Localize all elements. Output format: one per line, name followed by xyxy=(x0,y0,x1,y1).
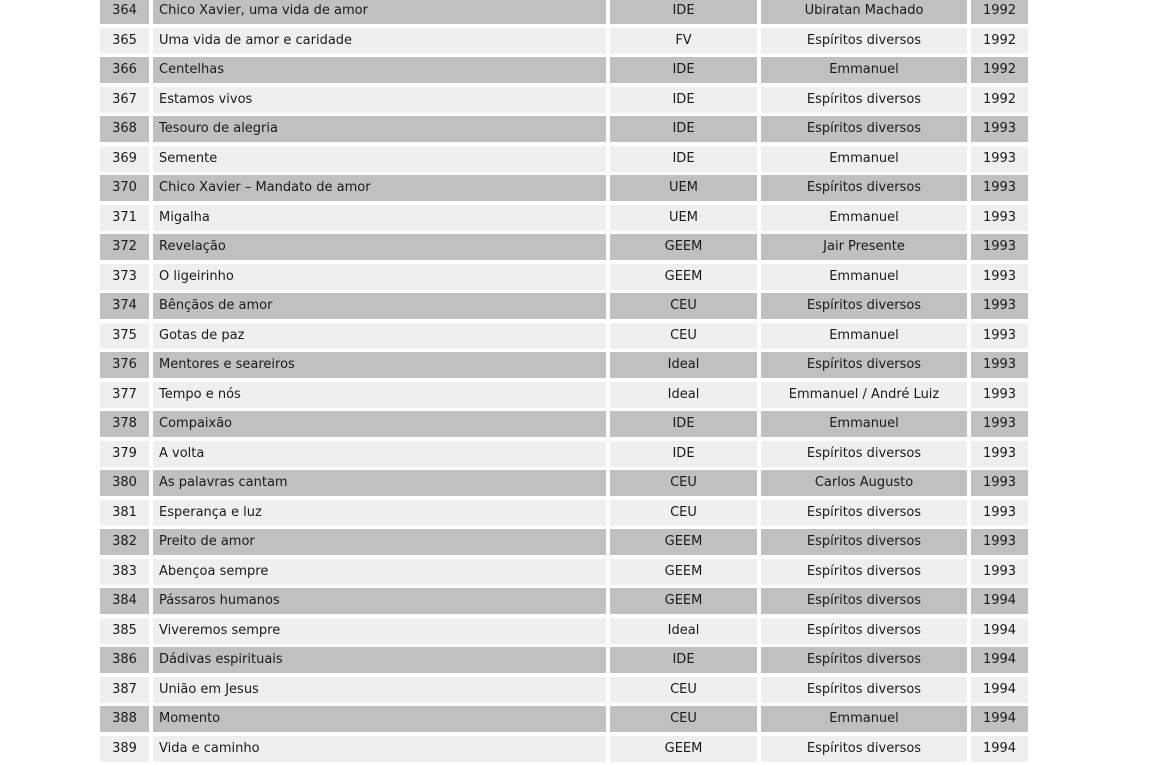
author: Emmanuel / André Luiz xyxy=(761,382,967,408)
table-row xyxy=(100,234,1028,260)
row-number: 382 xyxy=(100,529,149,555)
table-row xyxy=(100,441,1028,467)
year: 1992 xyxy=(971,28,1028,54)
table-row xyxy=(100,293,1028,319)
year: 1993 xyxy=(971,441,1028,467)
year: 1993 xyxy=(971,352,1028,378)
book-title: Vida e caminho xyxy=(153,736,606,762)
author: Espíritos diversos xyxy=(761,736,967,762)
book-title: A volta xyxy=(153,441,606,467)
row-number: 372 xyxy=(100,234,149,260)
table-row xyxy=(100,588,1028,614)
book-title: Estamos vivos xyxy=(153,87,606,113)
publisher: IDE xyxy=(610,116,757,142)
author: Emmanuel xyxy=(761,411,967,437)
publisher: IDE xyxy=(610,441,757,467)
publisher: CEU xyxy=(610,500,757,526)
row-number: 388 xyxy=(100,706,149,732)
author: Emmanuel xyxy=(761,57,967,83)
author: Espíritos diversos xyxy=(761,87,967,113)
row-number: 381 xyxy=(100,500,149,526)
table-row xyxy=(100,529,1028,555)
year: 1992 xyxy=(971,57,1028,83)
table-row xyxy=(100,146,1028,172)
table-row xyxy=(100,0,1028,24)
author: Emmanuel xyxy=(761,323,967,349)
author: Espíritos diversos xyxy=(761,441,967,467)
row-number: 371 xyxy=(100,205,149,231)
row-number: 366 xyxy=(100,57,149,83)
table-row xyxy=(100,618,1028,644)
year: 1994 xyxy=(971,618,1028,644)
year: 1992 xyxy=(971,0,1028,24)
row-number: 389 xyxy=(100,736,149,762)
table-row xyxy=(100,57,1028,83)
year: 1993 xyxy=(971,205,1028,231)
table-row xyxy=(100,323,1028,349)
row-number: 378 xyxy=(100,411,149,437)
year: 1994 xyxy=(971,706,1028,732)
book-list-table xyxy=(100,0,1028,765)
year: 1993 xyxy=(971,470,1028,496)
book-title: União em Jesus xyxy=(153,677,606,703)
author: Espíritos diversos xyxy=(761,677,967,703)
book-title: Semente xyxy=(153,146,606,172)
publisher: UEM xyxy=(610,175,757,201)
publisher: IDE xyxy=(610,87,757,113)
book-title: Abençoa sempre xyxy=(153,559,606,585)
table-row xyxy=(100,264,1028,290)
publisher: GEEM xyxy=(610,559,757,585)
row-number: 364 xyxy=(100,0,149,24)
year: 1993 xyxy=(971,500,1028,526)
year: 1993 xyxy=(971,116,1028,142)
year: 1993 xyxy=(971,234,1028,260)
publisher: UEM xyxy=(610,205,757,231)
author: Emmanuel xyxy=(761,146,967,172)
table-row xyxy=(100,706,1028,732)
table-row xyxy=(100,87,1028,113)
row-number: 387 xyxy=(100,677,149,703)
row-number: 376 xyxy=(100,352,149,378)
author: Emmanuel xyxy=(761,264,967,290)
book-title: Compaixão xyxy=(153,411,606,437)
table-row xyxy=(100,205,1028,231)
book-title: Momento xyxy=(153,706,606,732)
book-title: Pássaros humanos xyxy=(153,588,606,614)
book-title: Esperança e luz xyxy=(153,500,606,526)
row-number: 385 xyxy=(100,618,149,644)
publisher: IDE xyxy=(610,57,757,83)
author: Espíritos diversos xyxy=(761,618,967,644)
author: Espíritos diversos xyxy=(761,500,967,526)
book-title: Tempo e nós xyxy=(153,382,606,408)
year: 1993 xyxy=(971,146,1028,172)
row-number: 380 xyxy=(100,470,149,496)
year: 1994 xyxy=(971,588,1028,614)
table-row xyxy=(100,116,1028,142)
table-row xyxy=(100,500,1028,526)
publisher: GEEM xyxy=(610,588,757,614)
table-row xyxy=(100,677,1028,703)
book-title: Tesouro de alegria xyxy=(153,116,606,142)
author: Espíritos diversos xyxy=(761,352,967,378)
row-number: 375 xyxy=(100,323,149,349)
year: 1993 xyxy=(971,411,1028,437)
book-title: Centelhas xyxy=(153,57,606,83)
publisher: GEEM xyxy=(610,264,757,290)
year: 1993 xyxy=(971,529,1028,555)
year: 1994 xyxy=(971,677,1028,703)
year: 1994 xyxy=(971,736,1028,762)
row-number: 367 xyxy=(100,87,149,113)
book-title: Bênçãos de amor xyxy=(153,293,606,319)
author: Espíritos diversos xyxy=(761,175,967,201)
year: 1993 xyxy=(971,264,1028,290)
publisher: CEU xyxy=(610,706,757,732)
year: 1993 xyxy=(971,382,1028,408)
table-row xyxy=(100,559,1028,585)
book-title: Chico Xavier – Mandato de amor xyxy=(153,175,606,201)
author: Espíritos diversos xyxy=(761,28,967,54)
author: Espíritos diversos xyxy=(761,559,967,585)
book-title: Chico Xavier, uma vida de amor xyxy=(153,0,606,24)
publisher: GEEM xyxy=(610,529,757,555)
book-title: Migalha xyxy=(153,205,606,231)
book-title: Preito de amor xyxy=(153,529,606,555)
author: Emmanuel xyxy=(761,205,967,231)
publisher: CEU xyxy=(610,323,757,349)
publisher: FV xyxy=(610,28,757,54)
author: Ubiratan Machado xyxy=(761,0,967,24)
book-title: Uma vida de amor e caridade xyxy=(153,28,606,54)
publisher: IDE xyxy=(610,647,757,673)
author: Jair Presente xyxy=(761,234,967,260)
table-row xyxy=(100,28,1028,54)
publisher: IDE xyxy=(610,146,757,172)
table-row xyxy=(100,352,1028,378)
publisher: CEU xyxy=(610,470,757,496)
author: Espíritos diversos xyxy=(761,116,967,142)
row-number: 365 xyxy=(100,28,149,54)
year: 1993 xyxy=(971,293,1028,319)
book-title: Viveremos sempre xyxy=(153,618,606,644)
publisher: IDE xyxy=(610,411,757,437)
table-row xyxy=(100,411,1028,437)
table-row xyxy=(100,175,1028,201)
author: Emmanuel xyxy=(761,706,967,732)
publisher: Ideal xyxy=(610,618,757,644)
author: Espíritos diversos xyxy=(761,293,967,319)
publisher: CEU xyxy=(610,293,757,319)
year: 1993 xyxy=(971,323,1028,349)
publisher: IDE xyxy=(610,0,757,24)
author: Espíritos diversos xyxy=(761,647,967,673)
row-number: 368 xyxy=(100,116,149,142)
row-number: 370 xyxy=(100,175,149,201)
row-number: 379 xyxy=(100,441,149,467)
row-number: 384 xyxy=(100,588,149,614)
row-number: 383 xyxy=(100,559,149,585)
book-title: Dádivas espirituais xyxy=(153,647,606,673)
author: Carlos Augusto xyxy=(761,470,967,496)
row-number: 373 xyxy=(100,264,149,290)
row-number: 374 xyxy=(100,293,149,319)
publisher: Ideal xyxy=(610,382,757,408)
author: Espíritos diversos xyxy=(761,588,967,614)
row-number: 386 xyxy=(100,647,149,673)
year: 1992 xyxy=(971,87,1028,113)
book-title: O ligeirinho xyxy=(153,264,606,290)
table-row xyxy=(100,647,1028,673)
publisher: GEEM xyxy=(610,234,757,260)
row-number: 369 xyxy=(100,146,149,172)
book-title: As palavras cantam xyxy=(153,470,606,496)
book-title: Mentores e seareiros xyxy=(153,352,606,378)
book-title: Revelação xyxy=(153,234,606,260)
table-row xyxy=(100,470,1028,496)
year: 1993 xyxy=(971,559,1028,585)
table-row xyxy=(100,736,1028,762)
row-number: 377 xyxy=(100,382,149,408)
year: 1994 xyxy=(971,647,1028,673)
publisher: GEEM xyxy=(610,736,757,762)
author: Espíritos diversos xyxy=(761,529,967,555)
publisher: Ideal xyxy=(610,352,757,378)
year: 1993 xyxy=(971,175,1028,201)
book-title: Gotas de paz xyxy=(153,323,606,349)
publisher: CEU xyxy=(610,677,757,703)
table-row xyxy=(100,382,1028,408)
